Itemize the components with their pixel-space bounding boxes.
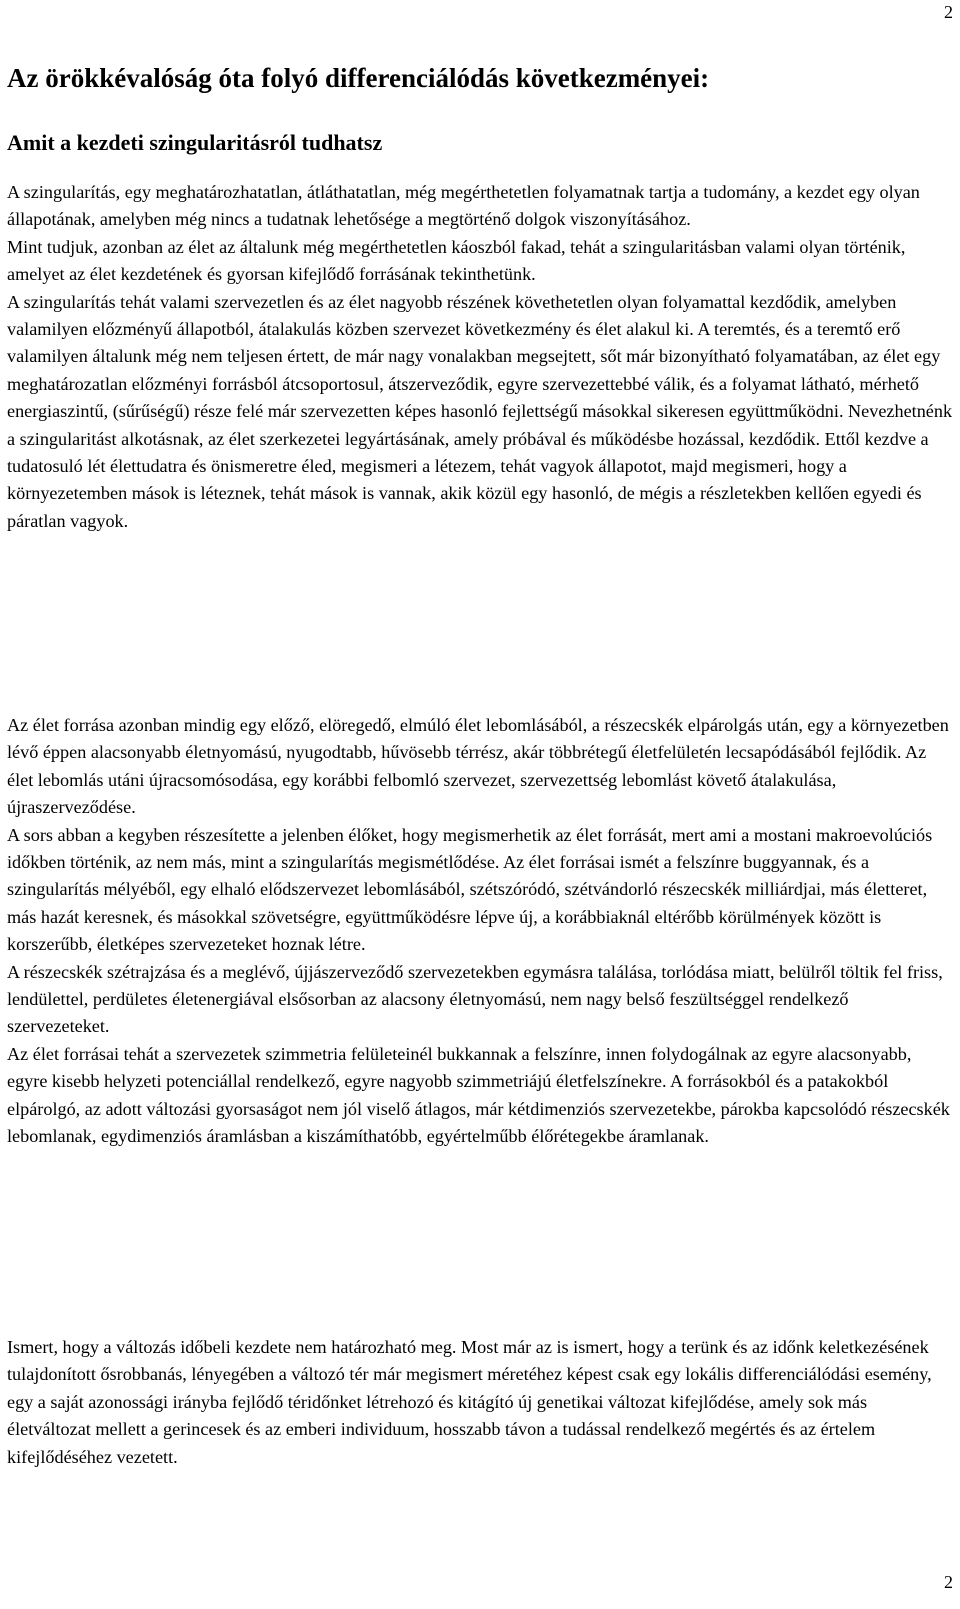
section-change-origin <box>7 1334 953 1471</box>
paragraph: A szingularítás tehát valami szervezetlen és az élet nagyobb részének követhetetlen olyan folyamattal kezdődik, amelyben valamilyen előzményű állapotból, átalakulás közben szervezet következmény és élet alakul ki. A teremtés, és a teremtő erő valamilyen általunk még nem teljesen értett, de már nagy vonalakban megsejtett, sőt már bizonyítható folyamatában, az élet egy meghatározatlan előzményi forrásból átcsoportosul, átszerveződik, egyre szervezettebbé válik, és a folyamat látható, mérhető energiaszintű, (sűrűségű) része felé már szervezetten képes hasonló fejlettségű másokkal sikeresen együttműködni. Nevezhetnénk a szingularitást alkotásnak, az élet szerkezetei legyártásának, amely próbával és működésbe hozással, kezdődik. Ettől kezdve a tudatosuló lét élettudatra és önismeretre éled, megismeri a létezem, tehát vagyok állapotot, majd megismeri, hogy a környezetemben mások is léteznek, tehát mások is vannak, akik közül egy hasonló, de mégis a részletekben kellően egyedi és páratlan vagyok. <box>7 291 953 531</box>
paragraph: A szingularítás, egy meghatározhatatlan, átláthatatlan, még megérthetetlen folyamatnak tartja a tudomány, a kezdet egy olyan állapotának, amelyben még nincs a tudatnak lehetősége a megtörténő dolgok viszonyításához. <box>7 182 920 230</box>
paragraph: Az élet forrása azonban mindig egy előző, elöregedő, elmúló élet lebomlásából, a részecskék elpárolgás után, egy a környezetben lévő éppen alacsonyabb életnyomású, nyugodtabb, hűvösebb térrész, akár többrétegű életfelületén lecsapódásából fejlődik. Az élet lebomlás utáni újracsomósodása, egy korábbi felbomló szervezet, szervezettség lebomlást követő átalakulása, újraszerveződése. <box>7 715 949 818</box>
paragraph: Ismert, hogy a változás időbeli kezdete nem határozható meg. Most már az is ismert, hogy a terünk és az időnk keletkezésének tulajdonított ősrobbanás, lényegében a változó tér már megismert méretéhez képest csak egy lokális differenciálódási esemény, egy a saját azonossági irányba fejlődő téridőnket létrehozó és kitágító új genetikai változat kifejlődése, amely sok más életváltozat mellett a gerincesek és az emberi individuum, hosszabb távon a tudással rendelkező megértés és az értelem kifejlődéséhez vezetett. <box>7 1337 932 1467</box>
section-singularity <box>7 179 953 535</box>
document-title: Az örökkévalóság óta folyó differenciálódás következményei: <box>7 63 710 93</box>
page-number-top: 2 <box>944 2 953 22</box>
section-life-source <box>7 712 953 1151</box>
document-subtitle: Amit a kezdeti szingularitásról tudhatsz <box>7 130 383 155</box>
paragraph: A részecskék szétrajzása és a meglévő, újjászerveződő szervezetekben egymásra találása, torlódása miatt, belülről töltik fel friss, lendülettel, perdületes életenergiával elsősorban az alacsony életnyomású, nem nagy belső feszültséggel rendelkező szervezeteket. <box>7 961 943 1037</box>
paragraph: A sors abban a kegyben részesítette a jelenben élőket, hogy megismerhetik az élet forrását, mert ami a mostani makroevolúciós időkben történik, az nem más, mint a szingularítás megismétlődése. Az élet forrásai ismét a felszínre buggyannak, és a szingularítás mélyéből, egy elhaló elődszervezet lebomlásából, szétszóródó, szétvándorló részecskék milliárdjai, más életteret, más hazát keresnek, és másokkal szövetségre, együttműködésre lépve új, a korábbiaknál eltérőbb körülmények között is korszerűbb, életképes szervezeteket hoznak létre. <box>7 824 933 955</box>
paragraph: Az élet forrásai tehát a szervezetek szimmetria felületeinél bukkannak a felszínre, innen folydogálnak az egyre alacsonyabb, egyre kisebb helyzeti potenciállal rendelkező, egyre nagyobb szimmetriájú életfelszínekre. A forrásokból és a patakokból elpárolgó, az adott változási gyorsaságot nem jól viselő átlagos, már kétdimenziós szervezetekbe, párokba kapcsolódó részecskék lebomlanak, egydimenziós áramlásban a kiszámíthatóbb, egyértelműbb élőrétegekbe áramlanak. <box>7 1043 950 1147</box>
paragraph: Mint tudjuk, azonban az élet az általunk még megérthetetlen káoszból fakad, tehát a szingularitásban valami olyan történik, amelyet az élet kezdetének és gyorsan kifejlődő forrásának tekinthetünk. <box>7 236 906 285</box>
page-number-bottom: 2 <box>944 1572 953 1592</box>
